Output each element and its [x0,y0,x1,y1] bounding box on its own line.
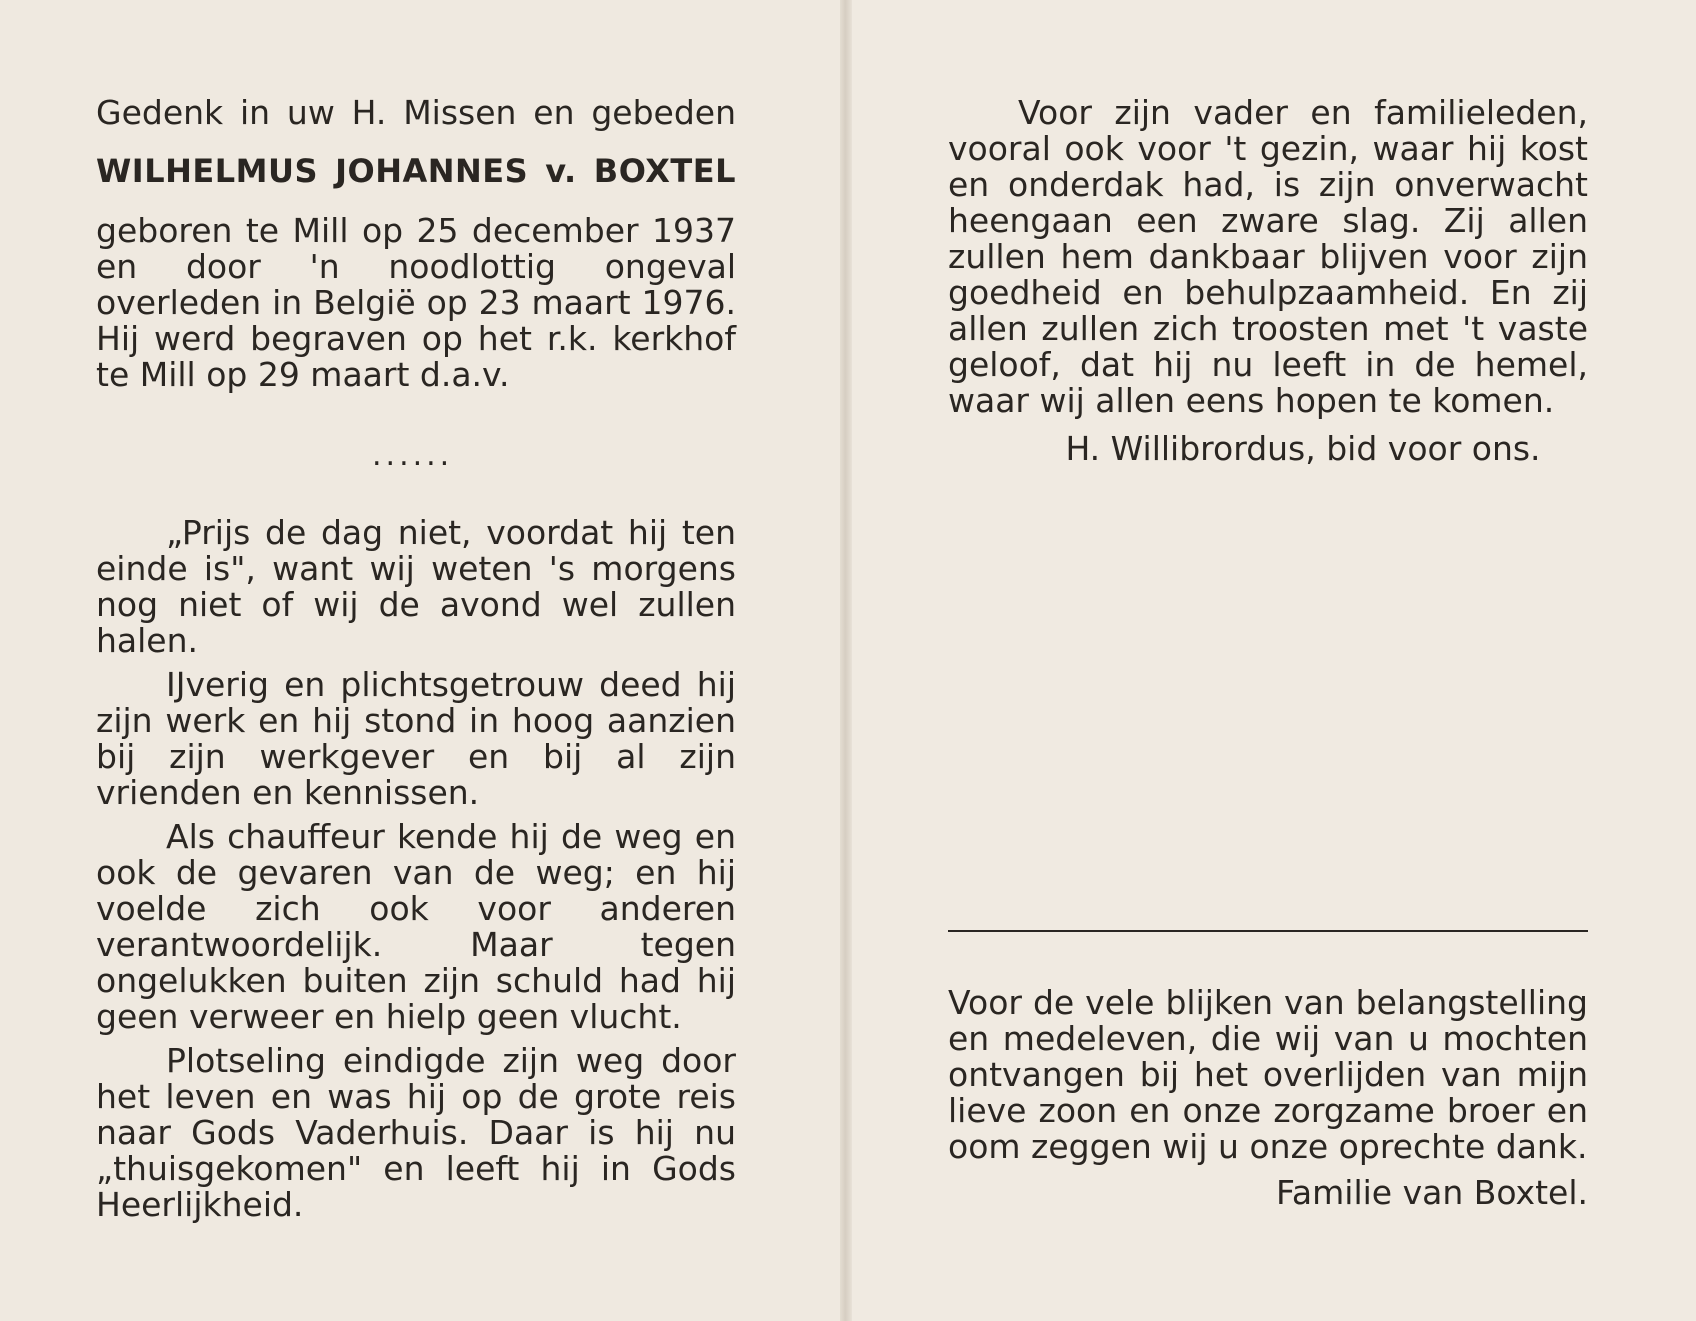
paragraph-quote: „Prijs de dag niet, voordat hij ten einde is", want wij weten 's morgens nog niet of wij de avond wel zullen halen. [96,513,736,660]
thanks-paragraph: Voor de vele blijken van belangstelling en medeleven, die wij van u mochten ontvangen bij het overlijden van mijn lieve zoon en onze zorgzame broer en oom zeggen wij u onze oprechte dank. [948,983,1588,1166]
family-paragraph: Voor zijn vader en familieleden, vooral ook voor 't gezin, waar hij kost en onderdak had, is zijn onverwacht heengaan een zware slag. Zij allen zullen hem dankbaar blijven voor zijn goedheid en behulpzaamheid. En zij allen zullen zich troosten met 't vaste geloof, dat hij nu leeft in de hemel, waar wij allen eens hopen te komen. [948,93,1588,420]
family-signature: Familie van Boxtel. [1275,1173,1588,1212]
dotted-separator: ...... [372,438,454,473]
paragraph-chauffeur: Als chauffeur kende hij de weg en ook de gevaren van de weg; en hij voelde zich ook voor anderen verantwoordelijk. Maar tegen ongelukken buiten zijn schuld had hij geen verweer en hielp geen vlucht. [96,817,736,1036]
thanks-section [948,985,1588,1211]
remembrance-heading: Gedenk in uw H. Missen en gebeden [96,93,736,132]
paragraph-work: IJverig en plichtsgetrouw deed hij zijn werk en hij stond in hoog aanzien bij zijn werkgever en bij al zijn vrienden en kennissen. [96,665,736,812]
right-text-column [948,95,1588,467]
reflection-text [96,515,736,1223]
paragraph-journey: Plotseling eindigde zijn weg door het leven en was hij op de grote reis naar Gods Vaderhuis. Daar is hij nu „thuisgekomen" en leeft hij in Gods Heerlijkheid. [96,1041,736,1224]
horizontal-rule [948,930,1588,932]
birth-death-text: geboren te Mill op 25 december 1937 en door 'n noodlottig ongeval overleden in België op 23 maart 1976. Hij werd begraven op het r.k. kerkhof te Mill op 29 maart d.a.v. [96,211,736,394]
left-text-column [96,95,736,1223]
deceased-name: WILHELMUS JOHANNES v. BOXTEL [96,152,736,190]
card-fold [840,0,852,1321]
saint-prayer: H. Willibrordus, bid voor ons. [1065,429,1541,468]
